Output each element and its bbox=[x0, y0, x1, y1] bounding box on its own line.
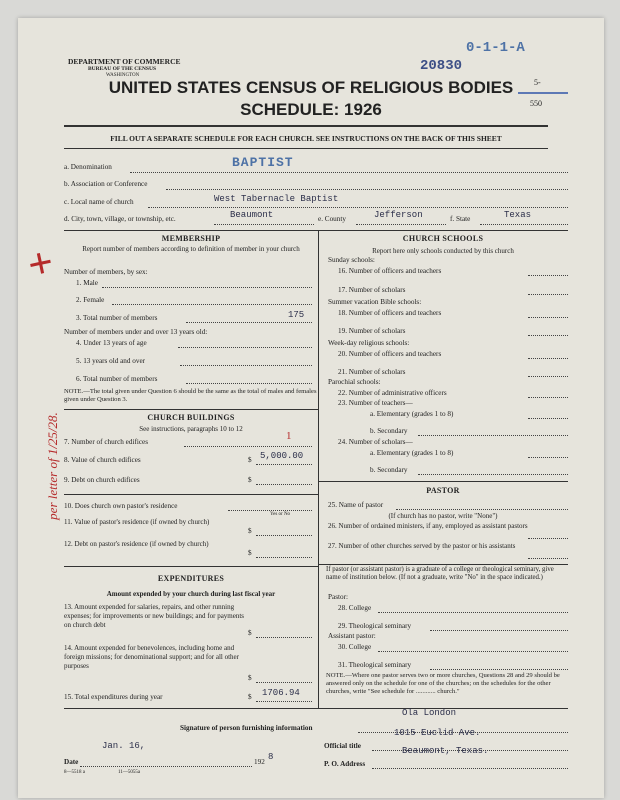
parochial-officers-line bbox=[528, 397, 568, 398]
scholars-secondary-line bbox=[418, 474, 568, 475]
buildings-bottom-rule bbox=[64, 566, 318, 567]
instruction-banner: FILL OUT A SEPARATE SCHEDULE FOR EACH CHURCH. SEE INSTRUCTIONS ON THE BACK OF THIS SHEET bbox=[110, 134, 502, 143]
church-name-value: West Tabernacle Baptist bbox=[214, 194, 339, 204]
county-value: Jefferson bbox=[374, 210, 423, 220]
membership-bottom-rule bbox=[64, 409, 318, 410]
pastor-mid-rule bbox=[318, 564, 568, 565]
summer-scholars-label: 19. Number of scholars bbox=[338, 327, 406, 335]
city-label-d: d. City, town, village, or township, etc. bbox=[64, 215, 176, 223]
church-name-label: c. Local name of church bbox=[64, 198, 134, 206]
edifices-value-label: 8. Value of church edifices bbox=[64, 456, 141, 464]
total-by-age-label: 6. Total number of members bbox=[76, 375, 158, 383]
expenditures-title: EXPENDITURES bbox=[157, 574, 225, 583]
total-expenditures-line bbox=[256, 701, 312, 702]
sunday-schools-heading: Sunday schools: bbox=[328, 256, 375, 264]
scholars-elementary-line bbox=[528, 457, 568, 458]
print-number: 11—5055a bbox=[118, 770, 141, 775]
benevolences-line bbox=[256, 682, 312, 683]
total-members-label: 3. Total number of members bbox=[76, 314, 158, 322]
residence-debt-label: 12. Debt on pastor's residence (if owned by church) bbox=[64, 540, 209, 548]
edifices-debt-line bbox=[256, 484, 312, 485]
under-13-label: 4. Under 13 years of age bbox=[76, 339, 147, 347]
date-line bbox=[80, 766, 252, 767]
age-heading: Number of members under and over 13 years old: bbox=[64, 328, 208, 336]
total-expenditures-label: 15. Total expenditures during year bbox=[64, 693, 163, 701]
running-expenses-label: 13. Amount expended for salaries, repairs, and other running expenses; for improvements or new buildings; and for payments on church debt bbox=[64, 603, 245, 629]
corner-code-top: 5- bbox=[534, 78, 541, 87]
pastor-seminary-line bbox=[430, 630, 568, 631]
po-address-label: P. O. Address bbox=[324, 760, 366, 768]
edifices-value-dollar: $ bbox=[248, 456, 252, 464]
association-line bbox=[166, 189, 568, 190]
header-rule bbox=[64, 125, 548, 127]
summer-schools-heading: Summer vacation Bible schools: bbox=[328, 298, 422, 306]
denomination-label: a. Denomination bbox=[64, 163, 112, 171]
sunday-officers-label: 16. Number of officers and teachers bbox=[338, 267, 442, 275]
running-expenses-dollar: $ bbox=[248, 629, 252, 637]
scholars-secondary-label: b. Secondary bbox=[370, 466, 408, 474]
edifices-count-line bbox=[184, 446, 312, 447]
other-churches-line bbox=[528, 558, 568, 559]
margin-handwriting: per letter of 1/25/28. bbox=[45, 412, 60, 520]
edifices-count-value: 1 bbox=[286, 430, 292, 442]
membership-intro: Report number of members according to definition of member in your church bbox=[82, 245, 300, 253]
teachers-elementary-line bbox=[528, 418, 568, 419]
date-label: Date bbox=[64, 758, 79, 766]
grid-bottom-rule bbox=[64, 708, 568, 709]
pastor-name-line bbox=[396, 509, 568, 510]
state-label: f. State bbox=[450, 215, 471, 223]
other-churches-label: 27. Number of other churches served by the pastor or his assistants bbox=[328, 542, 516, 550]
year-prefix: 192 bbox=[254, 758, 265, 766]
church-name-line bbox=[148, 207, 568, 208]
sunday-officers-line bbox=[528, 275, 568, 276]
owns-residence-label: 10. Does church own pastor's residence bbox=[64, 502, 178, 510]
scholars-heading: 24. Number of scholars— bbox=[338, 438, 413, 446]
red-margin-mark: + bbox=[23, 236, 58, 291]
edifices-count-label: 7. Number of church edifices bbox=[64, 438, 149, 446]
weekday-officers-label: 20. Number of officers and teachers bbox=[338, 350, 442, 358]
running-expenses-line bbox=[256, 637, 312, 638]
official-title-label: Official title bbox=[324, 742, 361, 750]
weekday-scholars-label: 21. Number of scholars bbox=[338, 368, 406, 376]
corner-code-bottom: 550 bbox=[530, 99, 542, 108]
pastor-note: NOTE.—Where one pastor serves two or more churches, Questions 28 and 29 should be answered only on the schedule for one of the churches; on the schedules for the other churches, write "See schedule for ............ church." bbox=[326, 672, 560, 695]
under-13-line bbox=[178, 347, 312, 348]
census-schedule-page bbox=[18, 18, 604, 798]
signature-label: Signature of person furnishing information bbox=[180, 724, 313, 732]
total-expenditures-dollar: $ bbox=[248, 693, 252, 701]
benevolences-label: 14. Amount expended for benevolences, including home and foreign missions; for denominational support; and for all other purposes bbox=[64, 644, 239, 670]
schedule-title: SCHEDULE: 1926 bbox=[240, 100, 382, 119]
pastor-title: PASTOR bbox=[426, 486, 460, 495]
grid-top-rule bbox=[64, 230, 568, 231]
po-address-line bbox=[372, 768, 568, 769]
summer-scholars-line bbox=[528, 335, 568, 336]
assistant-pastors-label: 26. Number of ordained ministers, if any, employed as assistant pastors bbox=[328, 522, 528, 530]
assistant-pastors-line bbox=[528, 538, 568, 539]
po-address-value: Beaumont, Texas. bbox=[402, 746, 489, 756]
city-value: Beaumont bbox=[230, 210, 274, 220]
female-line bbox=[112, 304, 312, 305]
form-title: UNITED STATES CENSUS OF RELIGIOUS BODIES bbox=[108, 78, 514, 97]
city-line bbox=[214, 224, 314, 225]
buildings-mid-rule bbox=[64, 494, 318, 495]
county-line bbox=[356, 224, 446, 225]
residence-value-label: 11. Value of pastor's residence (if owned by church) bbox=[64, 518, 210, 526]
membership-title: MEMBERSHIP bbox=[161, 234, 221, 243]
owns-residence-line bbox=[228, 510, 312, 511]
sunday-scholars-line bbox=[528, 294, 568, 295]
signature-value: Ola London bbox=[402, 708, 457, 718]
summer-officers-label: 18. Number of officers and teachers bbox=[338, 309, 442, 317]
county-label: e. County bbox=[318, 215, 346, 223]
summer-officers-line bbox=[528, 317, 568, 318]
benevolences-dollar: $ bbox=[248, 674, 252, 682]
assistant-seminary-label: 31. Theological seminary bbox=[338, 661, 412, 669]
residence-value-line bbox=[256, 535, 312, 536]
edifices-value-line bbox=[256, 464, 312, 465]
weekday-scholars-line bbox=[528, 376, 568, 377]
banner-rule bbox=[64, 148, 548, 149]
expenditures-sub: Amount expended by your church during last fiscal year bbox=[106, 590, 276, 598]
scholars-elementary-label: a. Elementary (grades 1 to 8) bbox=[370, 449, 454, 457]
residence-debt-dollar: $ bbox=[248, 549, 252, 557]
state-line bbox=[480, 224, 568, 225]
female-label: 2. Female bbox=[76, 296, 105, 304]
assistant-pastor-subheading: Assistant pastor: bbox=[328, 632, 376, 640]
pastor-seminary-label: 29. Theological seminary bbox=[338, 622, 412, 630]
edifices-debt-label: 9. Debt on church edifices bbox=[64, 476, 140, 484]
department-label: DEPARTMENT OF COMMERCE bbox=[68, 57, 181, 66]
denomination-value: BAPTIST bbox=[232, 155, 294, 170]
file-stamp: 0-1-1-A bbox=[466, 40, 525, 56]
buildings-title: CHURCH BUILDINGS bbox=[147, 413, 235, 422]
graduate-note: If pastor (or assistant pastor) is a graduate of a college or theological seminary, give name of institution below. (If not a graduate, write "No" in the space indicated.) bbox=[326, 566, 554, 581]
pastor-college-label: 28. College bbox=[338, 604, 372, 612]
teachers-secondary-line bbox=[418, 435, 568, 436]
buildings-sub: See instructions, paragraphs 10 to 12 bbox=[139, 425, 243, 433]
pastor-subheading: Pastor: bbox=[328, 593, 348, 601]
residence-debt-line bbox=[256, 557, 312, 558]
schools-sub: Report here only schools conducted by this church bbox=[372, 247, 514, 255]
total-members-line bbox=[186, 322, 312, 323]
total-by-age-line bbox=[186, 383, 312, 384]
weekday-schools-heading: Week-day religious schools: bbox=[328, 339, 410, 347]
assistant-college-label: 30. College bbox=[338, 643, 372, 651]
date-value: Jan. 16, bbox=[102, 741, 146, 751]
association-label: b. Association or Conference bbox=[64, 180, 148, 188]
teachers-elementary-label: a. Elementary (grades 1 to 8) bbox=[370, 410, 454, 418]
schools-bottom-rule bbox=[318, 481, 568, 482]
teachers-heading: 23. Number of teachers— bbox=[338, 399, 413, 407]
pastor-name-hint: (If church has no pastor, write "None") bbox=[388, 512, 498, 520]
edifices-value: 5,000.00 bbox=[260, 451, 304, 461]
members-by-sex-heading: Number of members, by sex: bbox=[64, 268, 148, 276]
male-line bbox=[102, 287, 312, 288]
city-label: WASHINGTON bbox=[106, 73, 140, 78]
year-value: 8 bbox=[268, 752, 274, 762]
membership-note: NOTE.—The total given under Question 6 should be the same as the total of males and females given under Question 3. bbox=[64, 388, 317, 403]
assistant-seminary-line bbox=[430, 669, 568, 670]
residence-value-dollar: $ bbox=[248, 527, 252, 535]
over-13-label: 5. 13 years old and over bbox=[76, 357, 146, 365]
denomination-line bbox=[130, 172, 568, 173]
schools-title: CHURCH SCHOOLS bbox=[402, 234, 484, 243]
male-label: 1. Male bbox=[76, 279, 98, 287]
edifices-debt-dollar: $ bbox=[248, 476, 252, 484]
parochial-officers-label: 22. Number of administrative officers bbox=[338, 389, 447, 397]
total-members-value: 175 bbox=[288, 310, 305, 320]
total-expenditures-value: 1706.94 bbox=[262, 688, 300, 698]
official-title-value: 1015 Euclid Ave. bbox=[394, 728, 481, 738]
over-13-line bbox=[180, 365, 312, 366]
pastor-college-line bbox=[378, 612, 568, 613]
yes-no-hint: Yes or No bbox=[270, 512, 291, 517]
pastor-name-label: 25. Name of pastor bbox=[328, 501, 384, 509]
grid-center-rule bbox=[318, 230, 319, 708]
assistant-college-line bbox=[378, 651, 568, 652]
sunday-scholars-label: 17. Number of scholars bbox=[338, 286, 406, 294]
form-number: 8—5518 a bbox=[64, 770, 85, 775]
weekday-officers-line bbox=[528, 358, 568, 359]
state-value: Texas bbox=[504, 210, 532, 220]
parochial-schools-heading: Parochial schools: bbox=[328, 378, 381, 386]
document-number-stamp: 20830 bbox=[420, 58, 463, 74]
teachers-secondary-label: b. Secondary bbox=[370, 427, 408, 435]
bureau-label: BUREAU OF THE CENSUS bbox=[88, 66, 157, 72]
